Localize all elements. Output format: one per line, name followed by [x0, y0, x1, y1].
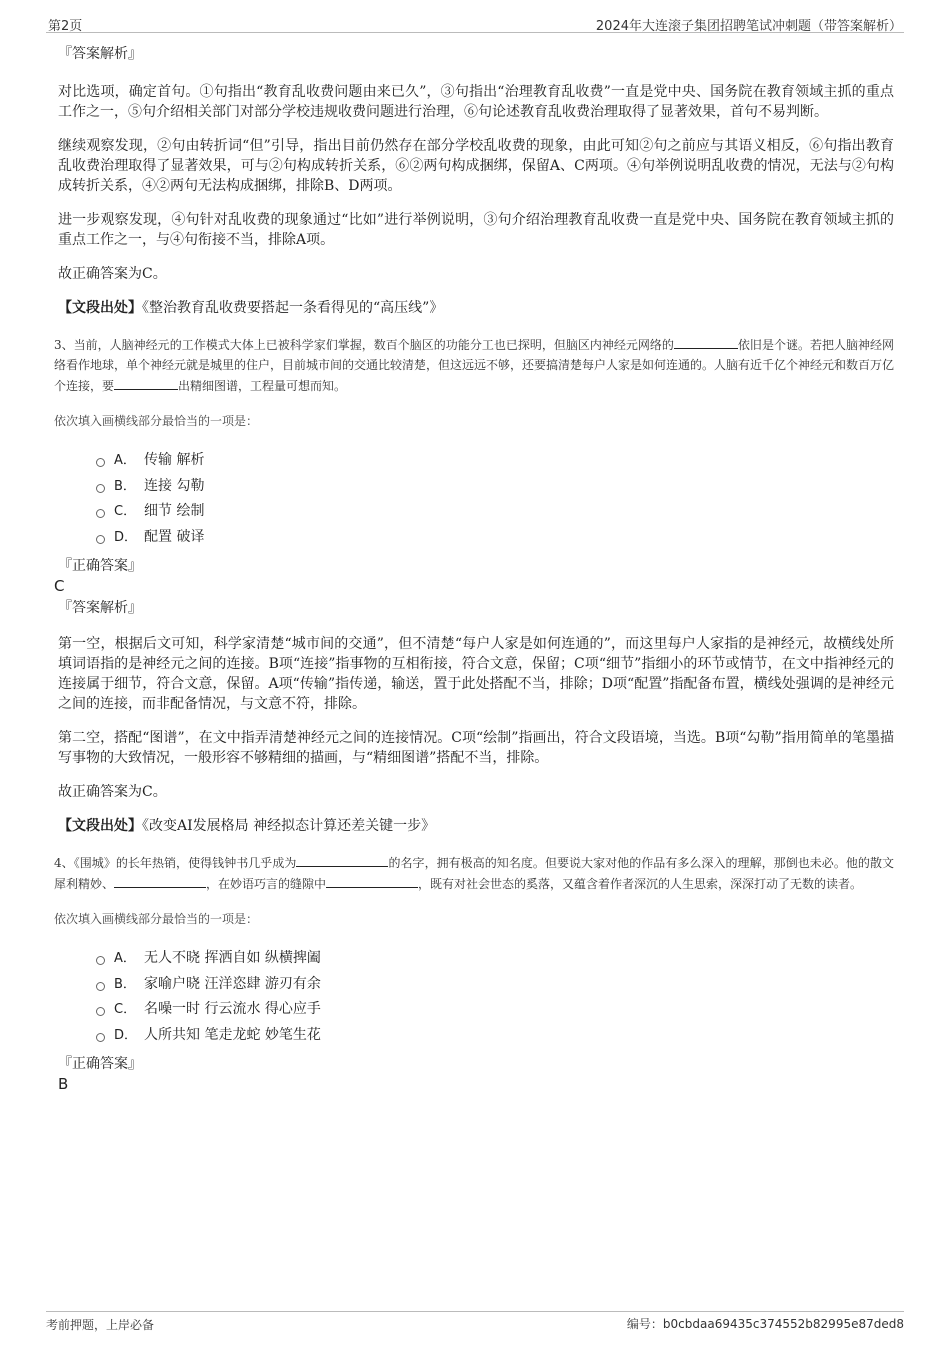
- fill-blank: [114, 375, 178, 390]
- option-c[interactable]: C． 细节 绘制: [96, 499, 894, 525]
- option-b[interactable]: B． 连接 勾勒: [96, 474, 894, 500]
- page-content: [54, 44, 895, 1096]
- analysis-paragraph: 第二空，搭配“图谱”，在文中指弄清楚神经元之间的连接情况。C项“绘制”指画出，符合文段语境，当选。B项“勾勒”指用简单的笔墨描写事物的大致情况，一般形容不够精细的描画，与“精细图谱”搭配不当，排除。: [58, 730, 894, 766]
- analysis-paragraph: 第一空，根据后文可知，科学家清楚“城市间的交通”，但不清楚“每户人家是如何连通的”，而这里每户人家指的是神经元，故横线处所填词语指的是神经元之间的连接。B项“连接”指事物的互相衔接，符合文意，保留；C项“细节”指细小的环节或情节，在文中指神经元的连接属于细节，符合文意，保留。A项“传输”指传递，输送，置于此处搭配不当，排除；D项“配置”指配备布置，横线处强调的是神经元之间的连接，而非配备情况，与文意不符，排除。: [58, 636, 894, 712]
- fill-blank: [296, 852, 388, 867]
- document-title: 2024年大连滚子集团招聘笔试冲刺题（带答案解析）: [595, 19, 902, 34]
- question-prompt: 依次填入画横线部分最恰当的一项是：: [54, 912, 259, 926]
- source-tag: 【文段出处】: [58, 300, 142, 316]
- option-b[interactable]: B． 家喻户晓 汪洋恣肆 游刃有余: [96, 972, 894, 998]
- analysis-paragraph: 进一步观察发现，④句针对乱收费的现象通过“比如”进行举例说明，③句介绍治理教育乱收费一直是党中央、国务院在教育领域主抓的重点工作之一，与④句衔接不当，排除A项。: [58, 212, 894, 248]
- page-footer: [46, 1311, 904, 1336]
- source-tag: 【文段出处】: [58, 818, 142, 834]
- correct-answer-label: 『正确答案』: [58, 558, 142, 574]
- fill-blank: [114, 873, 206, 888]
- source-title: 《改变AI发展格局 神经拟态计算还差关键一步》: [142, 818, 436, 834]
- fill-blank: [674, 334, 738, 349]
- radio-icon[interactable]: [96, 1007, 105, 1016]
- correct-answer-label: 『正确答案』: [58, 1056, 142, 1072]
- question-3-stem: 3、当前，人脑神经元的工作模式大体上已被科学家们掌握，数百个脑区的功能分工也已探明，但脑区内神经元网络的 依旧是个谜。若把人脑神经网络看作地球，单个神经元就是城里的住户，目前城市间的交通比较清楚，但这远远不够，还要搞清楚每户人家是如何连通的。人脑有近千亿个神经元和数百万亿个连接，要 出精细图谱，工程量可想而知。: [54, 334, 894, 396]
- option-c[interactable]: C． 名噪一时 行云流水 得心应手: [96, 997, 894, 1023]
- source-title: 《整治教育乱收费要搭起一条看得见的“高压线”》: [142, 300, 444, 316]
- question-4-stem: 4、《围城》的长年热销，使得钱钟书几乎成为 的名字，拥有极高的知名度。但要说大家对他的作品有多么深入的理解，那倒也未必。他的散文犀利精妙、 ，在妙语巧言的缝隙中 ，既有对社会世态的奚落，又蕴含着作者深沉的人生思索，深深打动了无数的读者。: [54, 852, 894, 894]
- radio-icon[interactable]: [96, 509, 105, 518]
- text-source: [58, 816, 894, 836]
- correct-answer-value: C: [54, 577, 65, 595]
- text-source: [58, 298, 894, 318]
- analysis-paragraph: 对比选项，确定首句。①句指出“教育乱收费问题由来已久”，③句指出“治理教育乱收费”一直是党中央、国务院在教育领域主抓的重点工作之一，⑤句介绍相关部门对部分学校违规收费问题进行治理，⑥句论述教育乱收费治理取得了显著效果，首句不易判断。: [58, 84, 894, 120]
- option-a[interactable]: A． 传输 解析: [96, 448, 894, 474]
- document-id: 编号：b0cbdaa69435c374552b82995e87ded8: [626, 1317, 904, 1331]
- option-d[interactable]: D． 配置 破译: [96, 525, 894, 551]
- radio-icon[interactable]: [96, 484, 105, 493]
- analysis-paragraph: 继续观察发现，②句由转折词“但”引导，指出目前仍然存在部分学校乱收费的现象，由此可知②句之前应与其语义相反，⑥句指出教育乱收费治理取得了显著效果，可与②句构成转折关系，⑥②两句构成捆绑，保留A、C两项。④句举例说明乱收费的情况，无法与②句构成转折关系，④②两句无法构成捆绑，排除B、D两项。: [58, 138, 894, 194]
- radio-icon[interactable]: [96, 1033, 105, 1042]
- question-prompt: 依次填入画横线部分最恰当的一项是：: [54, 414, 259, 428]
- analysis-label: 『答案解析』: [58, 600, 142, 616]
- footer-slogan: 考前押题，上岸必备: [46, 1318, 155, 1332]
- page-header: [46, 12, 904, 33]
- question-3-options: [96, 448, 894, 550]
- question-4-options: [96, 946, 894, 1048]
- fill-blank: [326, 873, 418, 888]
- page-number: 第2页: [48, 19, 83, 34]
- radio-icon[interactable]: [96, 458, 105, 467]
- radio-icon[interactable]: [96, 956, 105, 965]
- correct-answer-value: B: [58, 1075, 69, 1093]
- option-a[interactable]: A． 无人不晓 挥洒自如 纵横捭阖: [96, 946, 894, 972]
- radio-icon[interactable]: [96, 982, 105, 991]
- correct-answer-statement: 故正确答案为C。: [58, 266, 167, 282]
- analysis-label: 『答案解析』: [58, 46, 142, 62]
- correct-answer-statement: 故正确答案为C。: [58, 784, 167, 800]
- option-d[interactable]: D． 人所共知 笔走龙蛇 妙笔生花: [96, 1023, 894, 1049]
- radio-icon[interactable]: [96, 535, 105, 544]
